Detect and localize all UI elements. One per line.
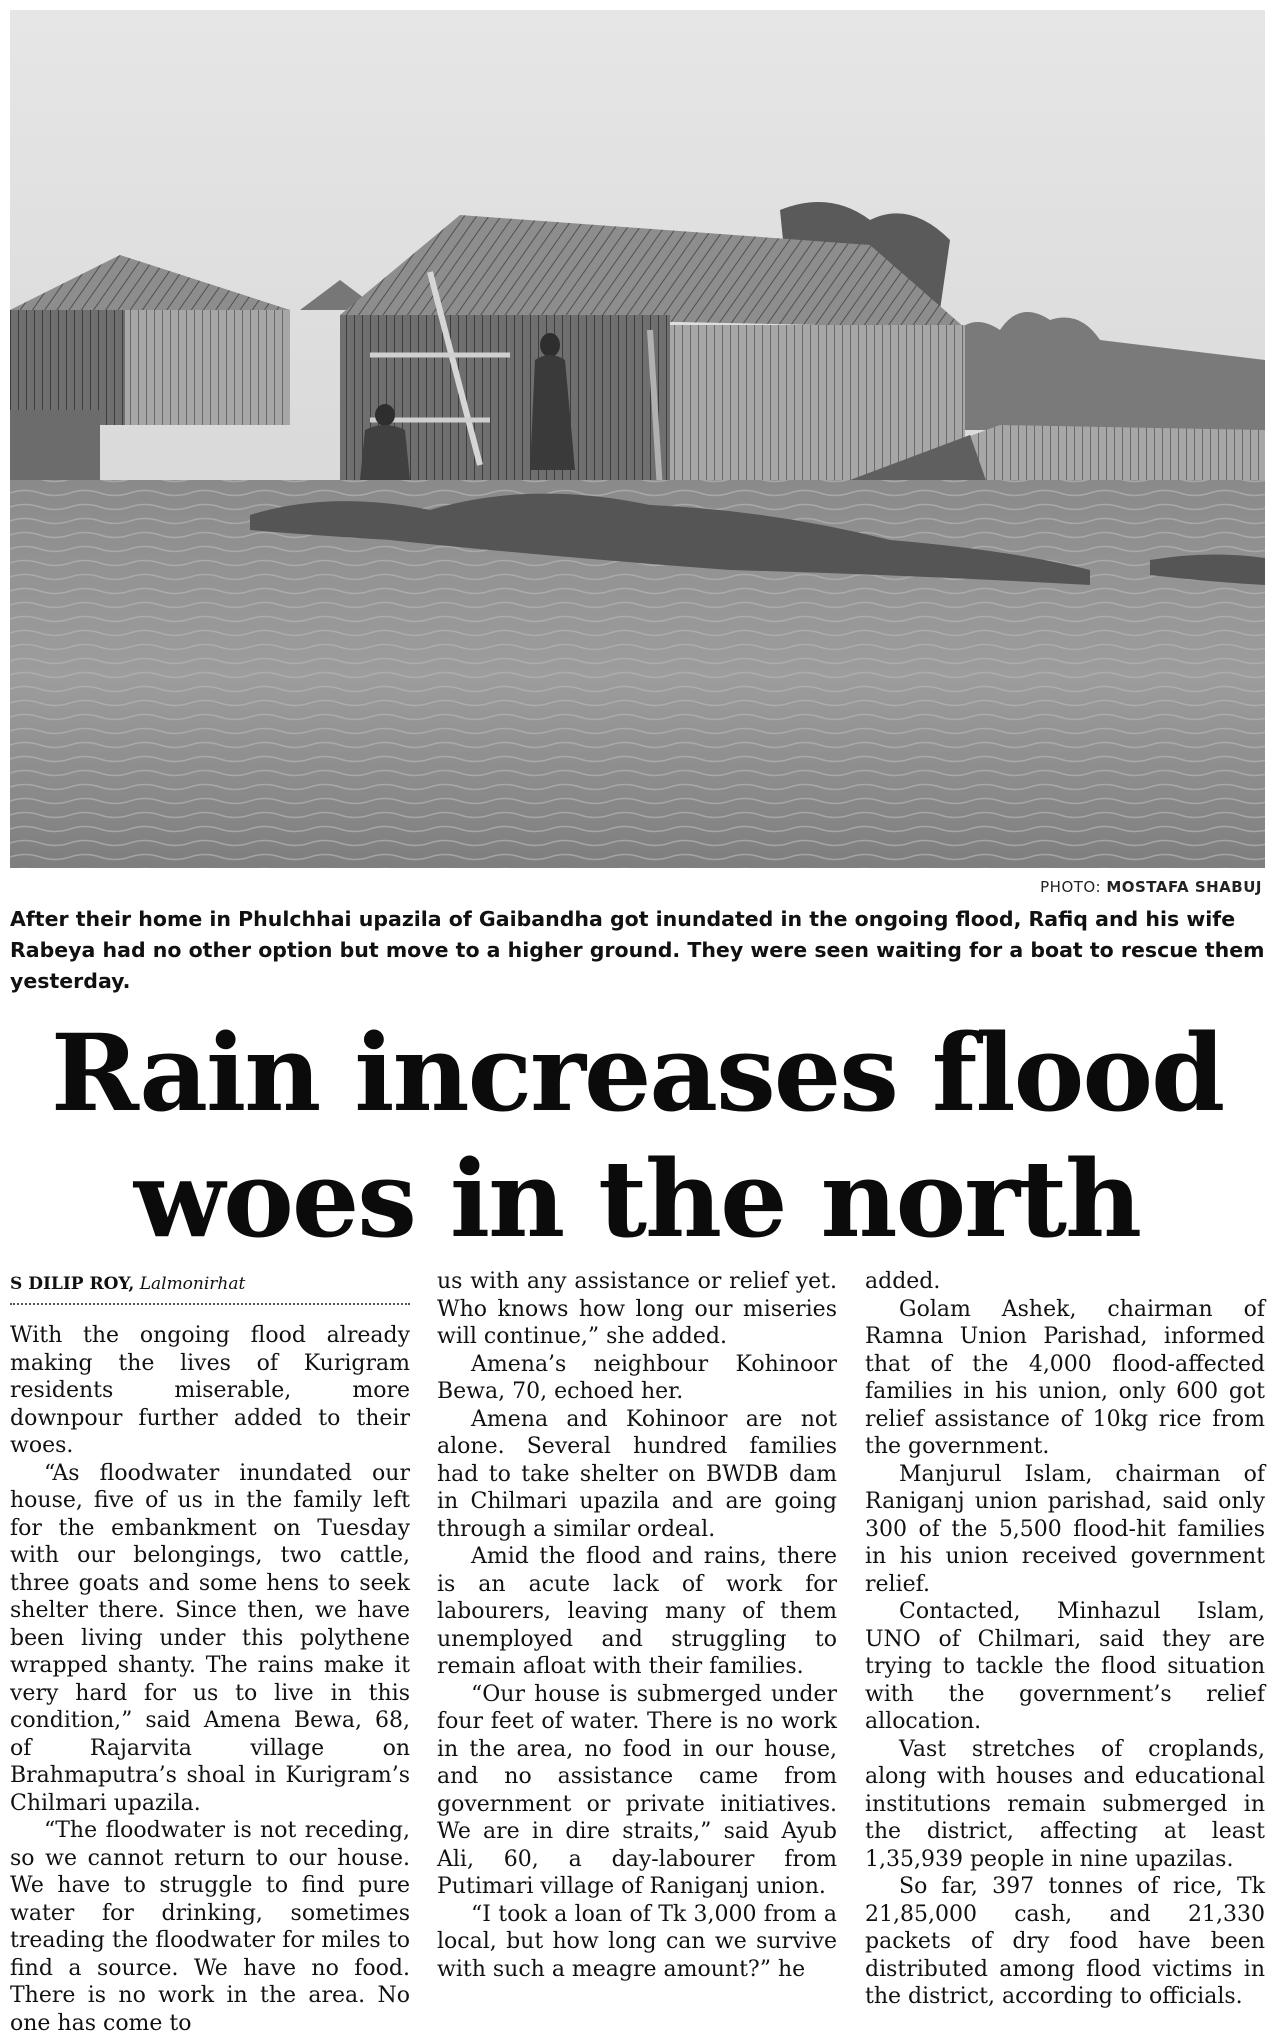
article-column-2 [437,1268,837,1983]
paragraph: “The floodwater is not receding, so we cannot return to our house. We have to struggle to find pure water for drinking, sometimes treading the floodwater for miles to find a source. We have no food. There is no work in the area. No one has come to [10,1818,410,2036]
headline-line-1: Rain increases flood [50,1010,1224,1135]
paragraph: Golam Ashek, chairman of Ramna Union Parishad, informed that of the 4,000 flood-affected families in his union, only 600 got relief assistance of 10kg rice from the government. [865,1296,1265,1459]
byline-location: Lalmonirhat [139,1274,246,1294]
article-column-3 [865,1268,1265,2011]
paragraph: Amena’s neighbour Kohinoor Bewa, 70, echoed her. [437,1351,837,1404]
paragraph: “I took a loan of Tk 3,000 from a local, but how long can we survive with such a meagre amount?” he [437,1901,837,1982]
article-column-1 [10,1322,410,2037]
headline-line-2: woes in the north [133,1136,1141,1261]
photo-credit-name: MOSTAFA SHABUJ [1106,878,1262,896]
paragraph: us with any assistance or relief yet. Who knows how long our miseries will continue,” she added. [437,1269,837,1349]
paragraph: With the ongoing flood already making the lives of Kurigram residents miserable, more downpour further added to their woes. [10,1323,410,1458]
photo-credit-prefix: PHOTO: [1040,878,1102,896]
byline-author: S DILIP ROY, [10,1274,135,1294]
flood-photo-illustration [10,10,1265,868]
paragraph: Manjurul Islam, chairman of Raniganj union parishad, said only 300 of the 5,500 flood-hit families in his union received government relief. [865,1461,1265,1597]
paragraph: Contacted, Minhazul Islam, UNO of Chilmari, said they are trying to tackle the flood situation with the government’s relief allocation. [865,1599,1265,1734]
article-headline [0,1010,1274,1262]
paragraph: Vast stretches of croplands, along with houses and educational institutions remain submerged in the district, affecting at least 1,35,939 people in nine upazilas. [865,1736,1265,1872]
paragraph: “Our house is submerged under four feet of water. There is no work in the area, no food in our house, and no assistance came from government or private initiatives. We are in dire straits,” said Ayub Ali, 60, a day-labourer from Putimari village of Raniganj union. [437,1681,837,1899]
byline-divider [10,1303,410,1305]
paragraph: Amid the flood and rains, there is an acute lack of work for labourers, leaving many of them unemployed and struggling to remain afloat with their families. [437,1544,837,1679]
paragraph: So far, 397 tonnes of rice, Tk 21,85,000 cash, and 21,330 packets of dry food have been distributed among flood victims in the district, according to officials. [865,1874,1265,2009]
byline [10,1274,410,1294]
paragraph: added. [865,1269,941,1294]
photo-caption: After their home in Phulchhai upazila of Gaibandha got inundated in the ongoing flood, Rafiq and his wife Rabeya had no other option but move to a higher ground. They were seen waiting for a boat to rescue them yesterday. [10,907,1265,993]
paragraph: Amena and Kohinoor are not alone. Several hundred families had to take shelter on BWDB dam in Chilmari upazila and are going through a similar ordeal. [437,1406,837,1542]
flood-photo [10,10,1265,868]
photo-credit [1040,878,1262,896]
paragraph: “As floodwater inundated our house, five of us in the family left for the embankment on Tuesday with our belongings, two cattle, three goats and some hens to seek shelter there. Since then, we have been living under this polythene wrapped shanty. The rains make it very hard for us to live in this condition,” said Amena Bewa, 68, of Rajarvita village on Brahmaputra’s shoal in Kurigram’s Chilmari upazila. [10,1460,410,1816]
